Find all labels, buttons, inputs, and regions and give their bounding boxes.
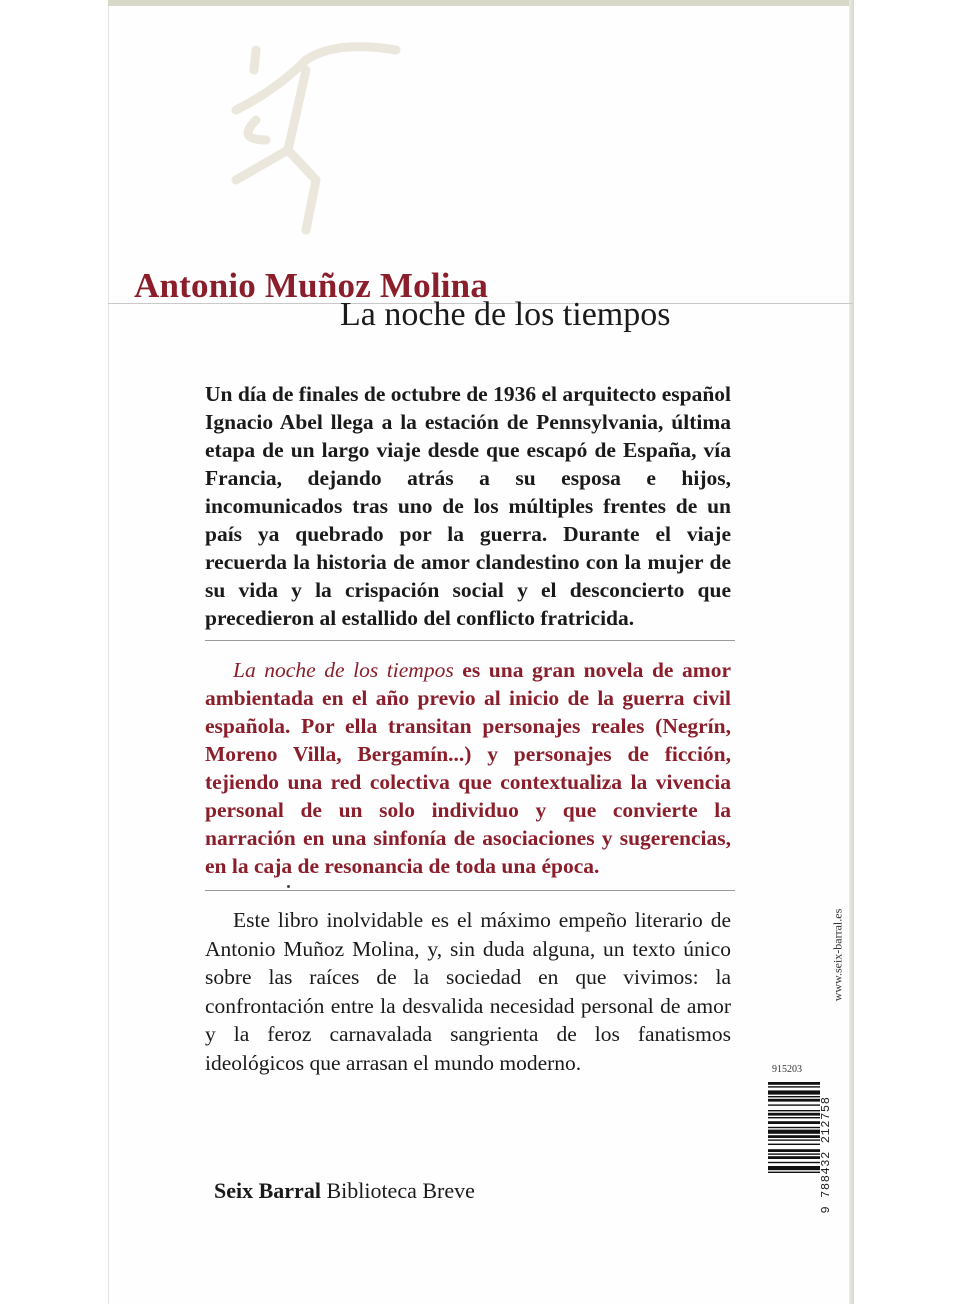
print-dot [287, 885, 290, 888]
barcode-bar [768, 1110, 820, 1111]
author-name: Antonio Muñoz Molina [134, 266, 489, 305]
publisher-brand: Seix Barral [214, 1178, 321, 1203]
isbn-number [818, 1080, 834, 1230]
publisher-line [214, 1178, 475, 1204]
highlight-title-italic: La noche de los tiempos [233, 658, 454, 682]
top-edge-strip [108, 0, 853, 6]
divider-bottom [205, 890, 735, 891]
barcode-bar [768, 1149, 820, 1152]
barcode-bar [768, 1156, 820, 1159]
barcode-bar [768, 1096, 820, 1097]
barcode-bar [768, 1113, 820, 1116]
barcode-bar [768, 1139, 820, 1140]
barcode-bar [768, 1172, 820, 1173]
barcode-bar [768, 1153, 820, 1154]
barcode-bar [768, 1166, 820, 1170]
product-code: 915203 [772, 1064, 802, 1075]
barcode-bar [768, 1104, 820, 1105]
publisher-collection: Biblioteca Breve [326, 1178, 475, 1203]
barcode-icon [768, 1080, 820, 1230]
barcode-bar [768, 1121, 820, 1124]
barcode-bar [768, 1082, 820, 1085]
barcode-bar [768, 1090, 820, 1094]
barcode-bar [768, 1117, 820, 1118]
synopsis-paragraph: Un día de finales de octubre de 1936 el arquitecto español Ignacio Abel llega a la estación de Pennsylvania, última etapa de un largo viaje desde que escapó de España, vía Francia, dejando atrás a su esposa e hijos, incomunicados tras uno de los múltiples frentes de un país ya quebrado por la guerra. Durante el viaje recuerda la historia de amor clandestino con la mujer de su vida y la crispación social y el desconcierto que precedieron al estallido del conflicto fratricida. [205, 382, 731, 630]
figure-watermark-icon [196, 30, 416, 240]
highlight-paragraph [205, 656, 731, 880]
highlight-text: es una gran novela de amor ambientada en el año previo al inicio de la guerra civil española. Por ella transitan personajes reales (Negrín, Moreno Villa, Bergamín...) y personajes de ficción, tejiendo una red colectiva que contextualiza la vivencia personal de un solo individuo y que convierte la narración en una sinfonía de asociaciones y sugerencias, en la caja de resonancia de toda una época. [205, 658, 731, 878]
isbn-text: 9 788432 212758 [819, 1096, 833, 1214]
barcode-bar [768, 1144, 820, 1145]
barcode-bar [768, 1135, 820, 1138]
barcode-bar [768, 1086, 820, 1087]
divider-top [205, 640, 735, 641]
publisher-website [828, 890, 848, 1020]
barcode-bar [768, 1127, 820, 1128]
barcode-bar [768, 1099, 820, 1102]
closing-paragraph: Este libro inolvidable es el máximo empeño literario de Antonio Muñoz Molina, y, sin duda alguna, un texto único sobre las raíces de la sociedad en que vivimos: la confrontación entre la desvalida necesidad personal de amor y la feroz carnavalada sangrienta de los fanatismos ideológicos que arrasan el mundo moderno. [205, 908, 731, 1075]
spine-edge [849, 0, 854, 1304]
barcode-bar [768, 1162, 820, 1163]
barcode-bar [768, 1130, 820, 1134]
book-title: La noche de los tiempos [340, 296, 671, 333]
website-text: www.seix-barral.es [830, 908, 845, 1002]
